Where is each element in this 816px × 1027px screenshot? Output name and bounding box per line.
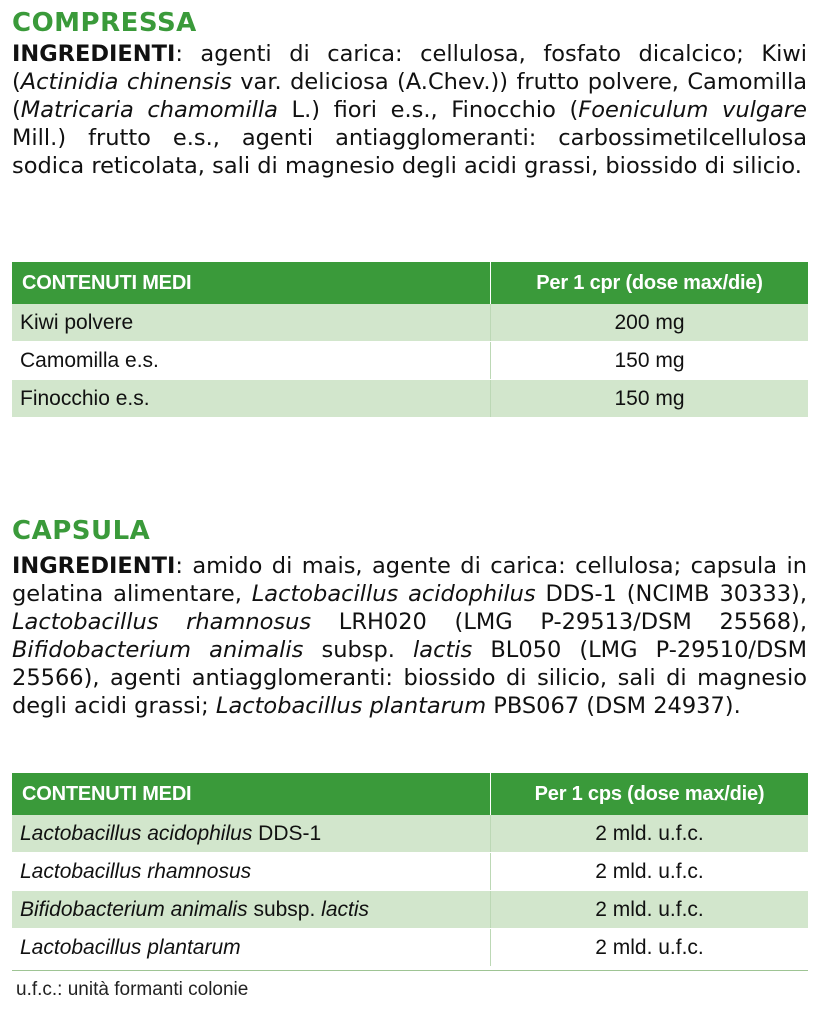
column-header-dose: Per 1 cps (dose max/die) — [491, 773, 809, 815]
table-row — [12, 304, 808, 342]
ingredients-lead: INGREDIENTI — [12, 553, 176, 579]
ingredient-name: Camomilla e.s. — [12, 342, 491, 380]
ingredient-amount: 200 mg — [491, 304, 809, 342]
column-header-contents: CONTENUTI MEDI — [12, 262, 491, 304]
ingredient-amount: 150 mg — [491, 342, 809, 380]
ingredient-amount: 2 mld. u.f.c. — [491, 929, 809, 967]
ingredient-name: Kiwi polvere — [12, 304, 491, 342]
ingredient-name: Lactobacillus acidophilus DDS-1 — [12, 815, 491, 853]
table-header-row — [12, 262, 808, 304]
ingredient-amount: 2 mld. u.f.c. — [491, 815, 809, 853]
table-row — [12, 815, 808, 853]
column-header-contents: CONTENUTI MEDI — [12, 773, 491, 815]
ingredient-amount: 2 mld. u.f.c. — [491, 853, 809, 891]
table-header-row — [12, 773, 808, 815]
column-header-dose: Per 1 cpr (dose max/die) — [491, 262, 809, 304]
compressa-contents-table — [12, 262, 808, 418]
table-row — [12, 380, 808, 418]
table-row — [12, 853, 808, 891]
capsula-ingredients: INGREDIENTI: amido di mais, agente di carica: cellulosa; capsula in gelatina alimentare, Lactobacillus acidophilus DDS-1 (NCIMB 30333), Lactobacillus rhamnosus LRH020 (LMG P-29513/DSM 25568), Bifidobacterium animalis subsp. lactis BL050 (LMG P-29510/DSM 25566), agenti antiagglomeranti: biossido di silicio, sali di magnesio degli acidi grassi; Lactobacillus plantarum PBS067 (DSM 24937). — [12, 553, 808, 719]
table-row — [12, 891, 808, 929]
ingredients-lead: INGREDIENTI — [12, 41, 176, 67]
footnote: u.f.c.: unità formanti colonie — [16, 979, 249, 1000]
table-bottom-rule — [12, 970, 808, 971]
compressa-ingredients: INGREDIENTI: agenti di carica: cellulosa, fosfato dicalcico; Kiwi (Actinidia chinensis var. deliciosa (A.Chev.)) frutto polvere, Camomilla (Matricaria chamomilla L.) fiori e.s., Finocchio (Foeniculum vulgare Mill.) frutto e.s., agenti antiagglomeranti: carbossimetilcellulosa sodica reticolata, sali di magnesio degli acidi grassi, biossido di silicio. — [12, 41, 808, 179]
capsula-contents-table — [12, 773, 808, 967]
table-row — [12, 342, 808, 380]
ingredient-amount: 150 mg — [491, 380, 809, 418]
ingredient-name: Bifidobacterium animalis subsp. lactis — [12, 891, 491, 929]
ingredient-name: Lactobacillus rhamnosus — [12, 853, 491, 891]
ingredient-name: Lactobacillus plantarum — [12, 929, 491, 967]
ingredient-amount: 2 mld. u.f.c. — [491, 891, 809, 929]
ingredient-name: Finocchio e.s. — [12, 380, 491, 418]
capsula-title: CAPSULA — [12, 516, 151, 546]
compressa-title: COMPRESSA — [12, 8, 197, 38]
table-row — [12, 929, 808, 967]
